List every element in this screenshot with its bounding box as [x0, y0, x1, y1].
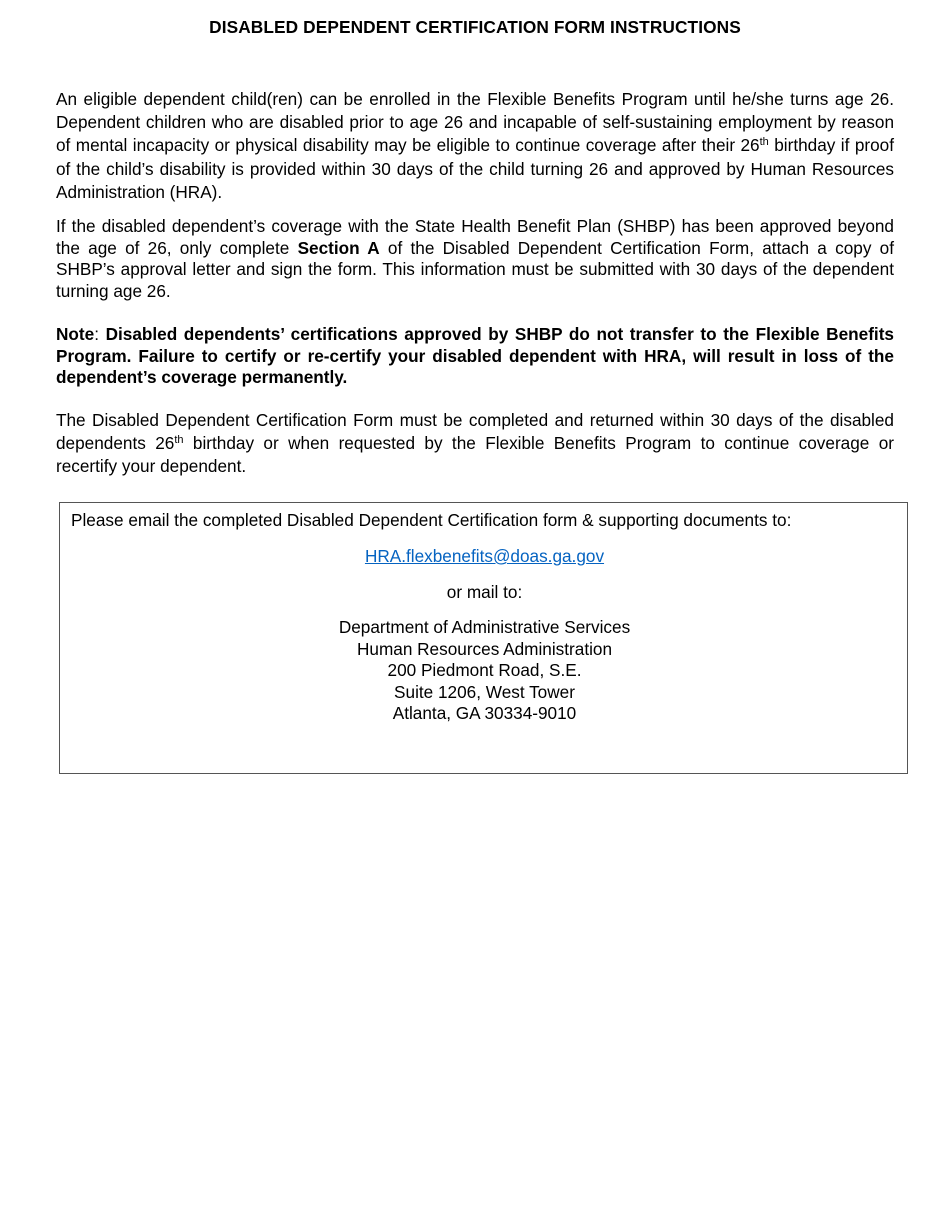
note-separator: :: [94, 324, 106, 344]
ordinal-suffix: th: [759, 136, 769, 149]
eligibility-paragraph: [56, 88, 894, 204]
ordinal-suffix: th: [174, 434, 184, 447]
page-title: DISABLED DEPENDENT CERTIFICATION FORM INSTRUCTIONS: [209, 17, 741, 37]
eligibility-text-b: birthday if proof of the child’s disability is provided within 30 days of the child turning 26 and approved by Human Resources Administration (HRA).: [56, 135, 894, 202]
contact-intro: Please email the completed Disabled Dependent Certification form & supporting documents to:: [71, 510, 792, 530]
address-line: Atlanta, GA 30334-9010: [392, 703, 577, 724]
section-a-label: Section A: [297, 237, 380, 258]
deadline-text-a: The Disabled Dependent Certification Form must be completed and returned within 30 days of the disabled dependents 26: [56, 410, 894, 454]
shbp-paragraph: [56, 216, 894, 302]
or-mail-label: or mail to:: [446, 582, 523, 602]
mailing-address: [60, 617, 909, 725]
contact-box: [59, 502, 908, 774]
note-label: Note: [56, 324, 95, 344]
shbp-text-a: If the disabled dependent’s coverage with the State Health Benefit Plan (SHBP) has been approved beyond the age of 26, only complete: [56, 216, 894, 258]
deadline-text-b: birthday or when requested by the Flexible Benefits Program to continue coverage or recertify your dependent.: [56, 433, 895, 477]
note-paragraph: [56, 324, 894, 389]
address-line: Suite 1206, West Tower: [394, 681, 575, 702]
email-link[interactable]: HRA.flexbenefits@doas.ga.gov: [364, 546, 605, 566]
address-line: Department of Administrative Services: [338, 617, 631, 637]
note-text: Disabled dependents’ certifications approved by SHBP do not transfer to the Flexible Benefits Program. Failure to certify or re-certify your disabled dependent with HRA, will result in loss of the dependent’s coverage permanently.: [56, 324, 894, 388]
deadline-paragraph: [56, 409, 894, 479]
eligibility-text-a: An eligible dependent child(ren) can be enrolled in the Flexible Benefits Program until he/she turns age 26. Dependent children who are disabled prior to age 26 and incapable of self-sustaining employment by reason of mental incapacity or physical disability may be eligible to continue coverage after their 26: [56, 89, 894, 156]
address-line: Human Resources Administration: [356, 638, 613, 659]
address-line: 200 Piedmont Road, S.E.: [387, 660, 582, 681]
shbp-text-b: of the Disabled Dependent Certification Form, attach a copy of SHBP’s approval letter and sign the form. This information must be submitted with 30 days of the dependent turning age 26.: [56, 237, 894, 301]
